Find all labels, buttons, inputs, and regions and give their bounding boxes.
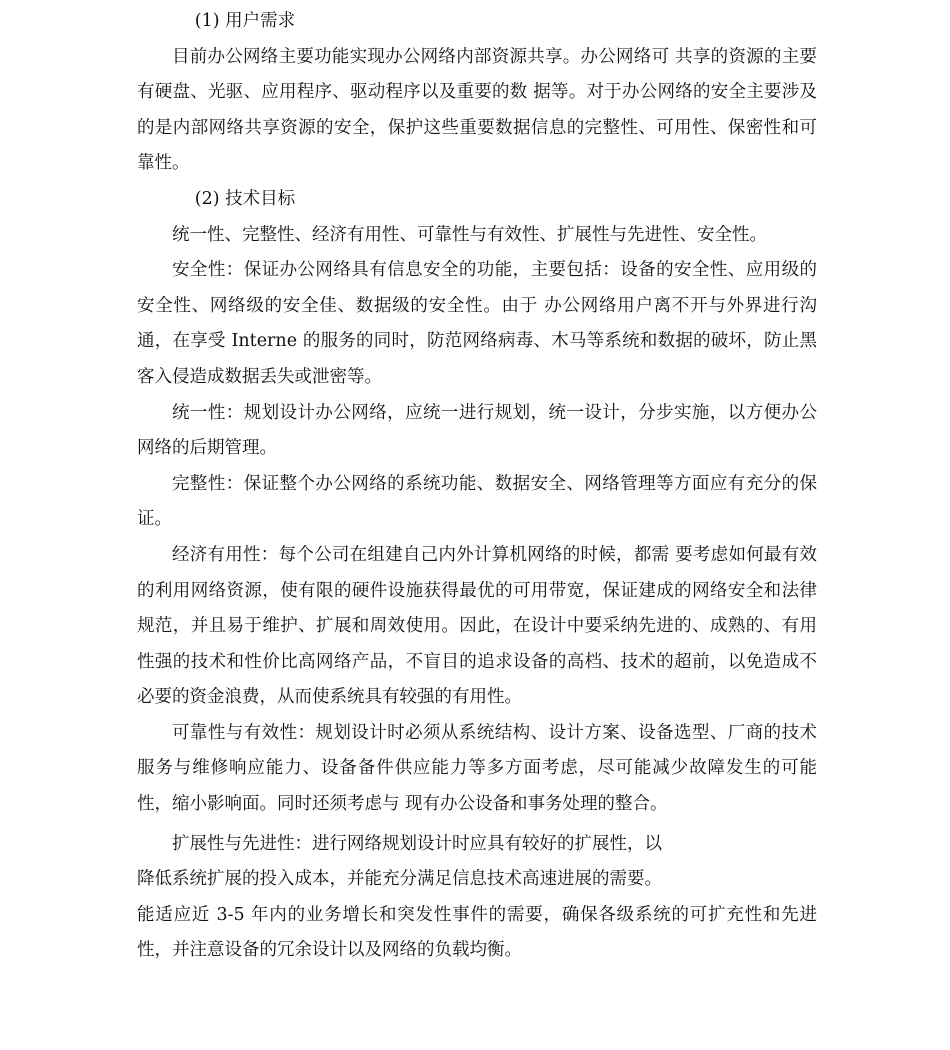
- paragraph-economic-usefulness: 经济有用性：每个公司在组建自己内外计算机网络的时候，都需 要考虑如何最有效的利用网络资源，使有限的硬件设施获得最优的可用带宽，保证建成的网络安全和法律规范，并且易于维护、扩展和周效使用。因此，在设计中要采纳先进的、成熟的、有用性强的技术和性价比高网络产品，不盲目的追求设备的高档、技术的超前，以免造成不必要的资金浪费，从而使系统具有较强的有用性。: [137, 544, 817, 708]
- paragraph-reliability: 可靠性与有效性：规划设计时必须从系统结构、设计方案、设备选型、厂商的技术服务与维修响应能力、设备备件供应能力等多方面考虑，尽可能减少故障发生的可能性，缩小影响面。同时还须考虑与 现有办公设备和事务处理的整合。: [137, 722, 817, 815]
- paragraph-adaptability: 能适应近 3-5 年内的业务增长和突发性事件的需要，确保各级系统的可扩充性和先进性，并注意设备的冗余设计以及网络的负载均衡。: [137, 904, 817, 961]
- paragraph-uniformity: 统一性：规划设计办公网络，应统一进行规划，统一设计，分步实施，以方便办公网络的后期管理。: [137, 402, 817, 459]
- paragraph-scalability: [137, 827, 817, 898]
- paragraph-user-requirements: 目前办公网络主要功能实现办公网络内部资源共享。办公网络可 共享的资源的主要有硬盘、光驱、应用程序、驱动程序以及重要的数 据等。对于办公网络的安全主要涉及的是内部网络共享资源的安全，保护这些重要数据信息的完整性、可用性、保密性和可靠性。: [137, 46, 817, 174]
- paragraph-security: 安全性：保证办公网络具有信息安全的功能，主要包括：设备的安全性、应用级的安全性、网络级的安全佳、数据级的安全性。由于 办公网络用户离不开与外界进行沟通，在享受 Interne 的服务的同时，防范网络病毒、木马等系统和数据的破坏，防止黑客入侵造成数据丢失或泄密等。: [137, 260, 817, 387]
- paragraph-scalability-line-2: 降低系统扩展的投入成本，并能充分满足信息技术高速进展的需要。: [137, 869, 662, 890]
- paragraph-goals-list: 统一性、完整性、经济有用性、可靠性与有效性、扩展性与先进性、安全性。: [172, 224, 767, 245]
- section-heading-technical-goals: (2) 技术目标: [194, 188, 296, 209]
- paragraph-scalability-line-1: 扩展性与先进性：进行网络规划设计时应具有较好的扩展性，以: [172, 833, 662, 854]
- section-heading-user-requirements: (1) 用户需求: [194, 11, 296, 31]
- document-page: [137, 4, 817, 969]
- paragraph-completeness: 完整性：保证整个办公网络的系统功能、数据安全、网络管理等方面应有充分的保证。: [137, 473, 817, 530]
